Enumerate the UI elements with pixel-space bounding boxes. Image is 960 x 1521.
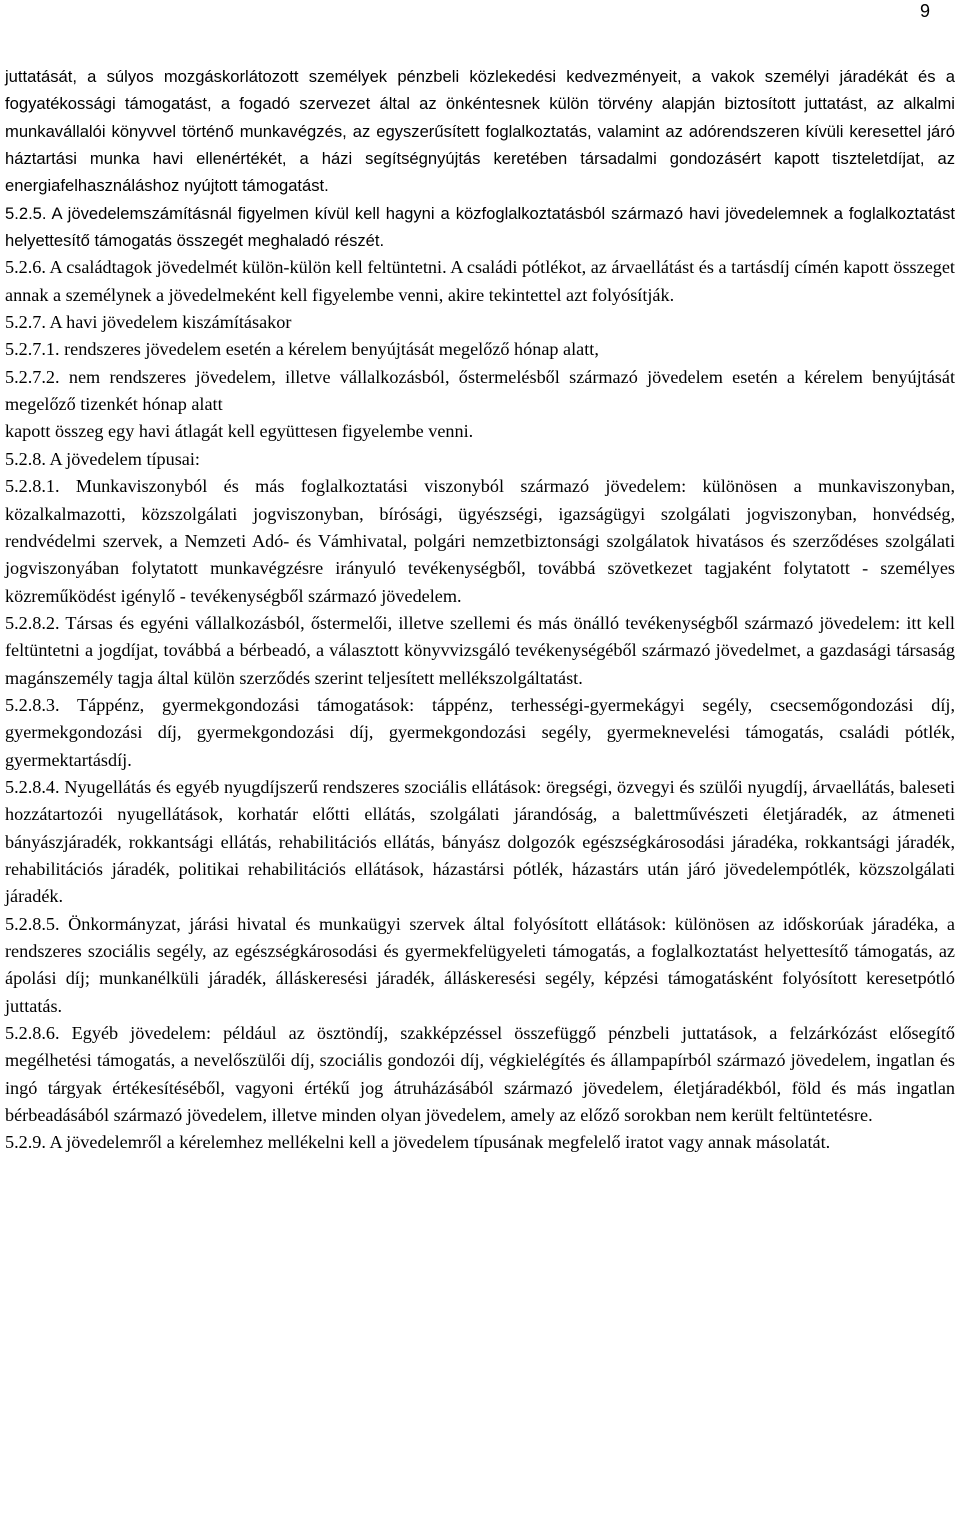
paragraph-5-2-8-2: 5.2.8.2. Társas és egyéni vállalkozásból, őstermelői, illetve szellemi és más önálló tevékenységből származó jövedelem: itt kell feltüntetni a jogdíjat, továbbá a bérbeadó, a választott könyvvizsgáló tevékenységéből származó jövedelmet, a gazdasági társaság magánszemély tagja által külön szerződés szerint teljesített mellékszolgáltatást. [5,612,955,688]
paragraph-monthly-average: kapott összeg egy havi átlagát kell együttesen figyelembe venni. [5,421,474,442]
paragraph-5-2-9: 5.2.9. A jövedelemről a kérelemhez mellékelni kell a jövedelem típusának megfelelő iratot vagy annak másolatát. [5,1132,831,1153]
paragraph-5-2-6: 5.2.6. A családtagok jövedelmét külön-külön kell feltüntetni. A családi pótlékot, az árvaellátást és a tartásdíj címén kapott összeget annak a személynek a jövedelmeként kell figyelembe venni, akire tekintettel azt folyósítják. [5,257,955,305]
paragraph-5-2-7-1: 5.2.7.1. rendszeres jövedelem esetén a kérelem benyújtását megelőző hónap alatt, [5,339,599,360]
paragraph-5-2-7: 5.2.7. A havi jövedelem kiszámításakor [5,312,292,333]
paragraph-5-2-8-1: 5.2.8.1. Munkaviszonyból és más foglalkoztatási viszonyból származó jövedelem: különösen a munkaviszonyban, közalkalmazotti, közszolgálati jogviszonyban, bírósági, ügyészségi, igazságügyi szolgálati jogviszonyban, honvédség, rendvédelmi szervek, a Nemzeti Adó- és Vámhivatal, polgári nemzetbiztonsági szolgálatok hivatásos és szerződéses szolgálati jogviszonyában folytatott munkavégzésre irányuló tevékenységből, továbbá szövetkezet tagjaként folytatott - személyes közreműködést igénylő - tevékenységből származó jövedelem. [5,476,955,606]
paragraph-5-2-5: 5.2.5. A jövedelemszámításnál figyelmen kívül kell hagyni a közfoglalkoztatásból származó havi jövedelemnek a foglalkoztatást helyettesítő támogatás összegét meghaladó részét. [5,203,955,251]
paragraph-5-2-7-2: 5.2.7.2. nem rendszeres jövedelem, illetve vállalkozásból, őstermelésből származó jövedelem esetén a kérelem benyújtását megelőző tizenkét hónap alatt [5,366,955,415]
paragraph-excluded-benefits: juttatását, a súlyos mozgáskorlátozott személyek pénzbeli közlekedési kedvezményeit, a vakok személyi járadékát és a fogyatékossági támogatást, a fogadó szervezet által az önkéntesnek külön törvény alapján biztosított juttatást, az alkalmi munkavállalói könyvvel történő munkavégzés, az egyszerűsített foglalkoztatás, valamint az adórendszeren kívüli keresettel járó háztartási munka havi ellenértékét, a házi segítségnyújtás keretében társadalmi gondozásért kapott tiszteletdíjat, az energiafelhasználáshoz nyújtott támogatást. [5,67,955,196]
page-number: 9 [919,1,930,21]
paragraph-5-2-8-6: 5.2.8.6. Egyéb jövedelem: például az ösztöndíj, szakképzéssel összefüggő pénzbeli juttatások, a felzárkózást elősegítő megélhetési támogatás, a nevelőszülői díj, szociális gondozói díj, végkielégítés és állampapírból származó jövedelem, ingatlan és ingó tárgyak értékesítéséből, vagyoni értékű jog átruházásából származó jövedelem, életjáradékból, föld és más ingatlan bérbeadásából származó jövedelem, illetve minden olyan jövedelem, amely az előző sorokban nem került feltüntetésre. [5,1023,955,1126]
paragraph-5-2-8-5: 5.2.8.5. Önkormányzat, járási hivatal és munkaügyi szervek által folyósított ellátások: különösen az időskorúak járadéka, a rendszeres szociális segély, az egészségkárosodási és gyermekfelügyeleti támogatás, a foglalkoztatást helyettesítő támogatás, az ápolási díj; munkanélküli járadék, álláskeresési járadék, álláskeresési segély, képzési támogatásként folyósított keresetpótló juttatás. [5,913,955,1016]
paragraph-5-2-8-4: 5.2.8.4. Nyugellátás és egyéb nyugdíjszerű rendszeres szociális ellátások: öregségi, özvegyi és szülői nyugdíj, árvaellátás, baleseti hozzátartozói nyugellátások, korhatár előtti ellátás, szolgálati járandóság, a balettművészeti életjáradék, az átmeneti bányászjáradék, rokkantsági ellátás, rehabilitációs ellátás, bányász dolgozók egészségkárosodási járadéka, rokkantsági járadék, rehabilitációs járadék, politikai rehabilitációs ellátások, házastársi pótlék, házastárs után járó jövedelempótlék, közszolgálati járadék. [5,776,955,907]
document-body [5,63,955,1157]
paragraph-5-2-8-3: 5.2.8.3. Táppénz, gyermekgondozási támogatások: táppénz, terhességi-gyermekágyi segély, csecsemőgondozási díj, gyermekgondozási díj, gyermekgondozási díj, gyermekgondozási segély, gyermeknevelési támogatás, családi pótlék, gyermektartásdíj. [5,694,955,770]
paragraph-5-2-8: 5.2.8. A jövedelem típusai: [5,448,200,469]
